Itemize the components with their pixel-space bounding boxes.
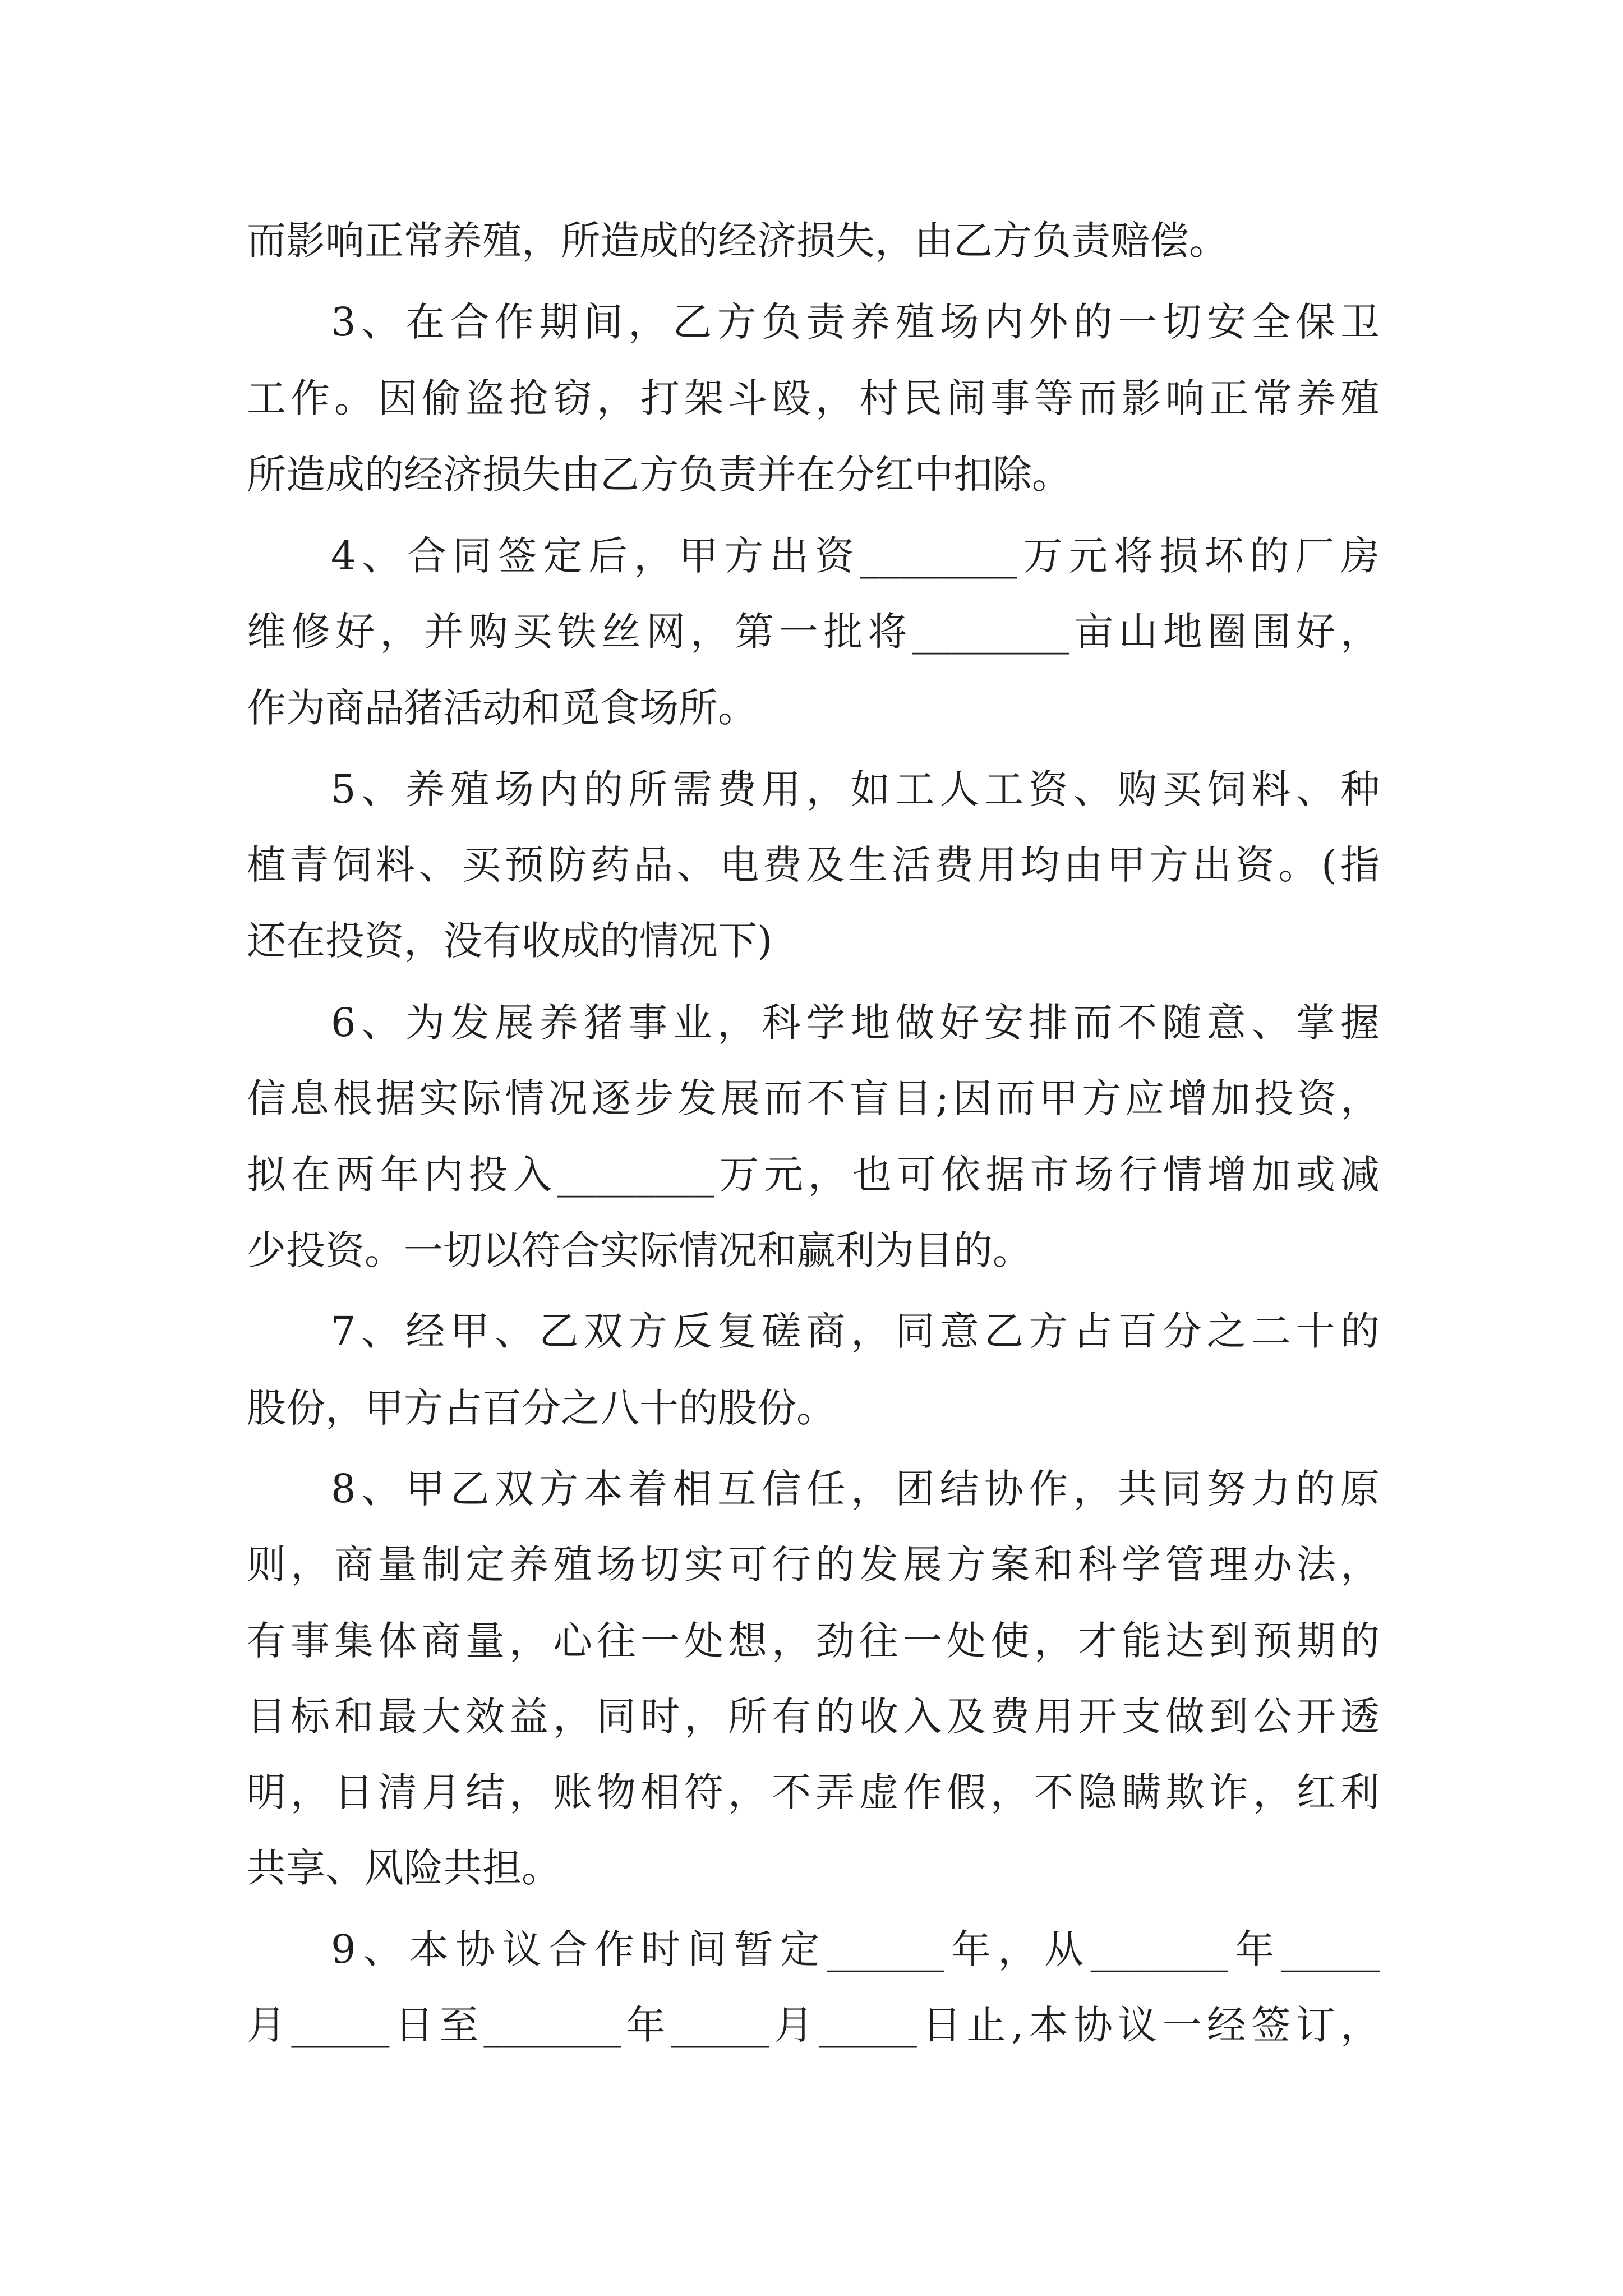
paragraph-line: 所造成的经济损失由乙方负责并在分红中扣除。 bbox=[247, 452, 1071, 498]
paragraph-line: 股份，甲方占百分之八十的股份。 bbox=[247, 1385, 836, 1431]
paragraph-line: 少投资。一切以符合实际情况和赢利为目的。 bbox=[247, 1227, 1032, 1273]
paragraph-line: 作为商品猪活动和觅食场所。 bbox=[247, 685, 757, 731]
paragraph-line: 工作。因偷盗抢窃，打架斗殴，村民闹事等而影响正常养殖 bbox=[247, 375, 1380, 421]
paragraph-line: 信息根据实际情况逐步发展而不盲目;因而甲方应增加投资， bbox=[247, 1075, 1380, 1121]
paragraph-line: 3、在合作期间，乙方负责养殖场内外的一切安全保卫 bbox=[331, 299, 1380, 345]
paragraph-line: 5、养殖场内的所需费用，如工人工资、购买饲料、种 bbox=[331, 766, 1380, 812]
paragraph-line: 8、甲乙双方本着相互信任，团结协作，共同努力的原 bbox=[331, 1466, 1380, 1512]
paragraph-line: 明，日清月结，账物相符，不弄虚作假，不隐瞒欺诈，红利 bbox=[247, 1769, 1380, 1815]
paragraph-line: 则，商量制定养殖场切实可行的发展方案和科学管理办法， bbox=[247, 1542, 1380, 1588]
paragraph-line: 7、经甲、乙双方反复磋商，同意乙方占百分之二十的 bbox=[331, 1308, 1380, 1354]
paragraph-line: 维修好，并购买铁丝网，第一批将________亩山地圈围好， bbox=[247, 609, 1380, 655]
paragraph-line: 植青饲料、买预防药品、电费及生活费用均由甲方出资。(指 bbox=[247, 842, 1380, 888]
paragraph-line: 6、为发展养猪事业，科学地做好安排而不随意、掌握 bbox=[331, 1000, 1380, 1046]
paragraph-line: 9、本协议合作时间暂定______年，从_______年_____ bbox=[331, 1926, 1380, 1972]
paragraph-line: 共享、风险共担。 bbox=[247, 1845, 561, 1891]
paragraph-line: 拟在两年内投入________万元，也可依据市场行情增加或减 bbox=[247, 1152, 1380, 1198]
paragraph-line: 而影响正常养殖，所造成的经济损失，由乙方负责赔偿。 bbox=[247, 218, 1228, 264]
paragraph-line: 4、合同签定后，甲方出资________万元将损坏的厂房 bbox=[331, 533, 1380, 579]
paragraph-line: 月_____日至_______年_____月_____日止,本协议一经签订， bbox=[247, 2002, 1380, 2048]
paragraph-line: 有事集体商量，心往一处想，劲往一处使，才能达到预期的 bbox=[247, 1618, 1380, 1664]
paragraph-line: 目标和最大效益，同时，所有的收入及费用开支做到公开透 bbox=[247, 1694, 1380, 1740]
paragraph-line: 还在投资，没有收成的情况下) bbox=[247, 918, 773, 964]
